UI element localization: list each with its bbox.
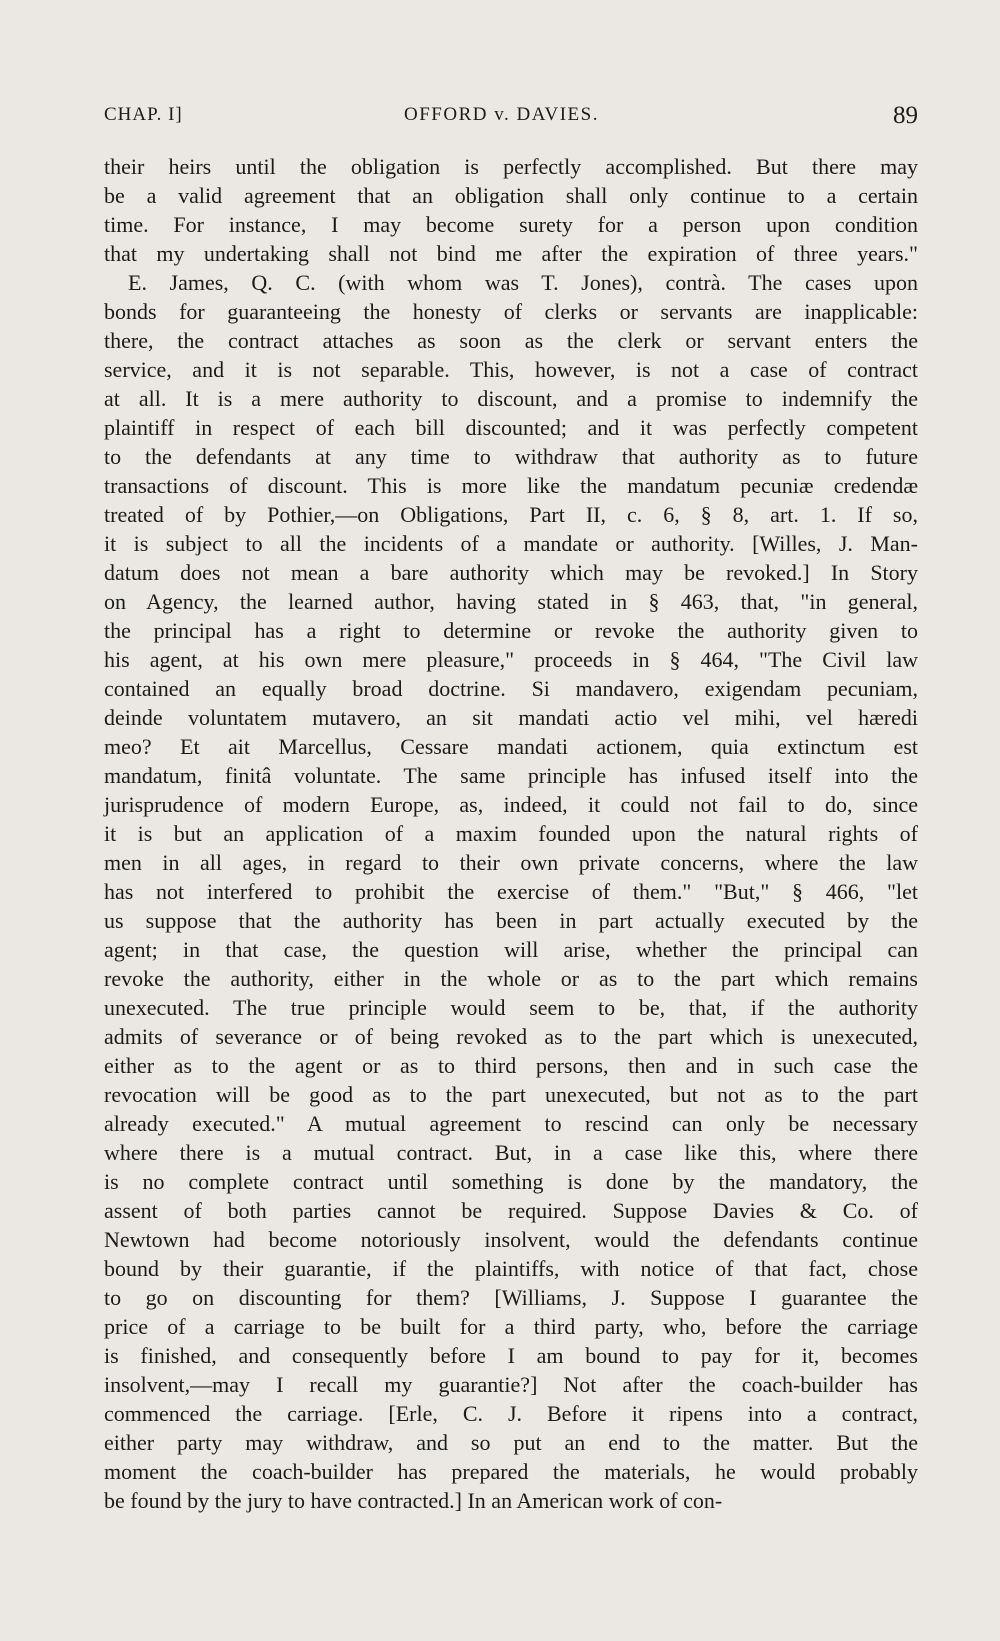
- body-text: [104, 152, 918, 1515]
- text-line: contained an equally broad doctrine. Si mandavero, exigendam pecuniam,: [104, 676, 918, 701]
- text-line: is finished, and consequently before I am bound to pay for it, becomes: [104, 1343, 918, 1368]
- text-line: revocation will be good as to the part unexecuted, but not as to the part: [104, 1082, 918, 1107]
- text-line: deinde voluntatem mutavero, an sit mandati actio vel mihi, vel hæredi: [104, 705, 918, 730]
- text-line: is no complete contract until something is done by the mandatory, the: [104, 1169, 918, 1194]
- text-line: unexecuted. The true principle would seem to be, that, if the authority: [104, 995, 918, 1020]
- text-line: to the defendants at any time to withdraw that authority as to future: [104, 444, 918, 469]
- text-line: transactions of discount. This is more like the mandatum pecuniæ credendæ: [104, 473, 918, 498]
- text-line: where there is a mutual contract. But, in a case like this, where there: [104, 1140, 918, 1165]
- text-line: Newtown had become notoriously insolvent, would the defendants continue: [104, 1227, 918, 1252]
- running-title: OFFORD v. DAVIES.: [404, 104, 599, 125]
- text-line: revoke the authority, either in the whole or as to the part which remains: [104, 966, 918, 991]
- text-line: bound by their guarantie, if the plaintiffs, with notice of that fact, chose: [104, 1256, 918, 1281]
- chapter-marker: CHAP. I]: [104, 104, 183, 125]
- running-head: [104, 96, 918, 136]
- text-line: already executed." A mutual agreement to rescind can only be necessary: [104, 1111, 918, 1136]
- text-line: treated of by Pothier,—on Obligations, Part II, c. 6, § 8, art. 1. If so,: [104, 502, 918, 527]
- text-line: to go on discounting for them? [Williams, J. Suppose I guarantee the: [104, 1285, 918, 1310]
- text-line: meo? Et ait Marcellus, Cessare mandati actionem, quia extinctum est: [104, 734, 918, 759]
- text-line: E. James, Q. C. (with whom was T. Jones), contrà. The cases upon: [128, 270, 918, 295]
- text-line: either party may withdraw, and so put an end to the matter. But the: [104, 1430, 918, 1455]
- text-line: plaintiff in respect of each bill discounted; and it was perfectly competent: [104, 415, 918, 440]
- text-line: assent of both parties cannot be required. Suppose Davies & Co. of: [104, 1198, 918, 1223]
- text-line: that my undertaking shall not bind me after the expiration of three years.": [104, 241, 918, 266]
- text-line: price of a carriage to be built for a third party, who, before the carriage: [104, 1314, 918, 1339]
- text-line: his agent, at his own mere pleasure," proceeds in § 464, "The Civil law: [104, 647, 918, 672]
- text-line: men in all ages, in regard to their own private concerns, where the law: [104, 850, 918, 875]
- text-line: the principal has a right to determine or revoke the authority given to: [104, 618, 918, 643]
- text-line: it is subject to all the incidents of a mandate or authority. [Willes, J. Man-: [104, 531, 918, 556]
- text-line: service, and it is not separable. This, however, is not a case of contract: [104, 357, 918, 382]
- text-line: jurisprudence of modern Europe, as, indeed, it could not fail to do, since: [104, 792, 918, 817]
- text-line: insolvent,—may I recall my guarantie?] Not after the coach-builder has: [104, 1372, 918, 1397]
- page-number: 89: [893, 102, 918, 129]
- text-line: bonds for guaranteeing the honesty of clerks or servants are inapplicable:: [104, 299, 918, 324]
- text-line: at all. It is a mere authority to discount, and a promise to indemnify the: [104, 386, 918, 411]
- text-line: there, the contract attaches as soon as the clerk or servant enters the: [104, 328, 918, 353]
- text-line: be a valid agreement that an obligation shall only continue to a certain: [104, 183, 918, 208]
- text-line: on Agency, the learned author, having stated in § 463, that, "in general,: [104, 589, 918, 614]
- text-line: datum does not mean a bare authority which may be revoked.] In Story: [104, 560, 918, 585]
- text-line: either as to the agent or as to third persons, then and in such case the: [104, 1053, 918, 1078]
- text-line: commenced the carriage. [Erle, C. J. Before it ripens into a contract,: [104, 1401, 918, 1426]
- text-line: their heirs until the obligation is perfectly accomplished. But there may: [104, 154, 918, 179]
- text-line: admits of severance or of being revoked as to the part which is unexecuted,: [104, 1024, 918, 1049]
- text-line: it is but an application of a maxim founded upon the natural rights of: [104, 821, 918, 846]
- text-line: agent; in that case, the question will arise, whether the principal can: [104, 937, 918, 962]
- text-line: has not interfered to prohibit the exercise of them." "But," § 466, "let: [104, 879, 918, 904]
- text-line: us suppose that the authority has been in part actually executed by the: [104, 908, 918, 933]
- text-line: time. For instance, I may become surety for a person upon condition: [104, 212, 918, 237]
- text-line: moment the coach-builder has prepared the materials, he would probably: [104, 1459, 918, 1484]
- text-line: be found by the jury to have contracted.] In an American work of con-: [104, 1488, 723, 1513]
- text-line: mandatum, finitâ voluntate. The same principle has infused itself into the: [104, 763, 918, 788]
